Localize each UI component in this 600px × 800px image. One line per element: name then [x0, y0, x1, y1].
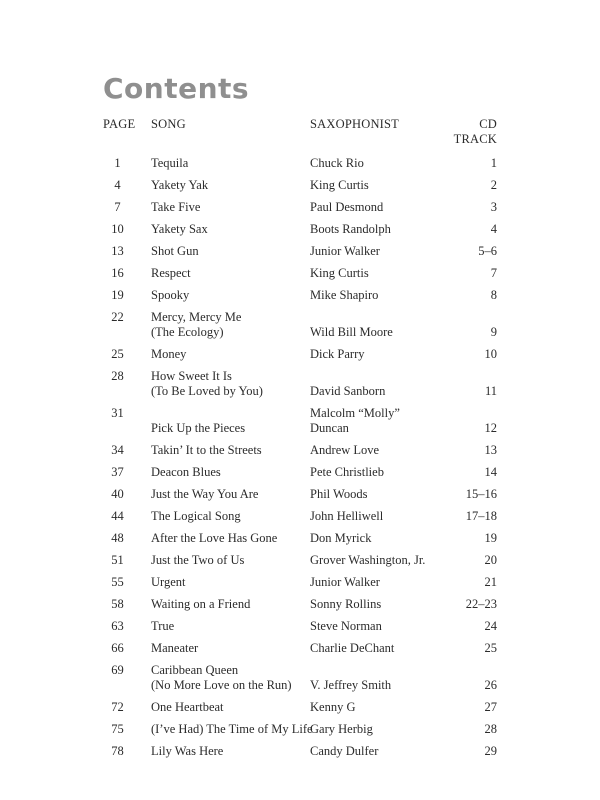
song-title: Money: [151, 347, 187, 361]
saxophonist-name: Pete Christlieb: [310, 465, 384, 479]
table-row: [103, 443, 497, 458]
saxophonist-name: Junior Walker: [310, 575, 380, 589]
table-row: [103, 641, 497, 656]
column-header-song: SONG: [151, 117, 186, 131]
cd-track: 2: [490, 178, 497, 192]
table-row: [103, 597, 497, 612]
page-number: 25: [111, 347, 124, 361]
cd-track: 25: [484, 641, 497, 655]
saxophonist-name: Sonny Rollins: [310, 597, 382, 611]
saxophonist-name: Kenny G: [310, 700, 356, 714]
song-title: Urgent: [151, 575, 186, 589]
table-row: [103, 744, 497, 759]
saxophonist-name: Chuck Rio: [310, 156, 364, 170]
song-title: Deacon Blues: [151, 465, 221, 479]
cd-track: 3: [490, 200, 497, 214]
song-title: Just the Two of Us: [151, 553, 245, 567]
song-title: Maneater: [151, 641, 199, 655]
cd-track: 24: [484, 619, 497, 633]
cd-track: 20: [484, 553, 497, 567]
cd-track: 7: [490, 266, 497, 280]
cd-track: 19: [484, 531, 497, 545]
page-number: 4: [114, 178, 121, 192]
page-number: 40: [111, 487, 124, 501]
song-title: Tequila: [151, 156, 189, 170]
column-header-cd-track: CD TRACK: [453, 117, 497, 146]
table-row: [103, 406, 497, 436]
column-header-saxophonist: SAXOPHONIST: [310, 117, 400, 131]
cd-track: 9: [490, 325, 497, 339]
table-row: [103, 266, 497, 281]
table-row: [103, 465, 497, 480]
song-title: Take Five: [151, 200, 201, 214]
saxophonist-name: Gary Herbig: [310, 722, 373, 736]
song-title: One Heartbeat: [151, 700, 224, 714]
saxophonist-name: Phil Woods: [310, 487, 368, 501]
table-row: [103, 288, 497, 303]
cd-track: 27: [484, 700, 497, 714]
table-row: [103, 553, 497, 568]
table-row: [103, 722, 497, 737]
cd-track: 17–18: [465, 509, 497, 523]
saxophonist-name: King Curtis: [310, 178, 369, 192]
song-title: Waiting on a Friend: [151, 597, 251, 611]
table-row: [103, 663, 497, 693]
saxophonist-name: John Helliwell: [310, 509, 384, 523]
page-number: 19: [111, 288, 124, 302]
page-number: 1: [114, 156, 121, 170]
saxophonist-name: Mike Shapiro: [310, 288, 379, 302]
song-title: Takin’ It to the Streets: [151, 443, 262, 457]
table-row: [103, 700, 497, 715]
song-title: True: [151, 619, 175, 633]
page-number: 63: [111, 619, 124, 633]
page-number: 37: [111, 465, 124, 479]
page-number: 22: [111, 310, 124, 324]
cd-track: 29: [484, 744, 497, 758]
song-title: Pick Up the Pieces: [151, 421, 246, 435]
song-title: Caribbean Queen (No More Love on the Run): [151, 663, 292, 692]
page-number: 44: [111, 509, 124, 523]
page-number: 78: [111, 744, 124, 758]
page-number: 69: [111, 663, 124, 677]
page-title: Contents: [103, 72, 250, 105]
page-number: 28: [111, 369, 124, 383]
page-number: 72: [111, 700, 124, 714]
song-title: Yakety Yak: [151, 178, 209, 192]
cd-track: 22–23: [465, 597, 497, 611]
table-row: [103, 575, 497, 590]
page-number: 48: [111, 531, 124, 545]
table-row: [103, 531, 497, 546]
page-number: 7: [114, 200, 121, 214]
cd-track: 15–16: [465, 487, 497, 501]
page-number: 58: [111, 597, 124, 611]
table-row: [103, 156, 497, 171]
table-row: [103, 347, 497, 362]
saxophonist-name: Steve Norman: [310, 619, 382, 633]
saxophonist-name: Wild Bill Moore: [310, 325, 393, 339]
page-number: 51: [111, 553, 124, 567]
saxophonist-name: Andrew Love: [310, 443, 380, 457]
saxophonist-name: Malcolm “Molly” Duncan: [310, 406, 400, 435]
table-row: [103, 509, 497, 524]
song-title: Lily Was Here: [151, 744, 224, 758]
saxophonist-name: V. Jeffrey Smith: [310, 678, 392, 692]
cd-track: 4: [490, 222, 497, 236]
table-row: [103, 222, 497, 237]
cd-track: 11: [484, 384, 497, 398]
cd-track: 13: [484, 443, 497, 457]
column-header-page: PAGE: [103, 117, 136, 131]
page-number: 10: [111, 222, 124, 236]
table-row: [103, 200, 497, 215]
saxophonist-name: David Sanborn: [310, 384, 386, 398]
cd-track: 12: [484, 421, 497, 435]
page-number: 34: [111, 443, 124, 457]
page-number: 13: [111, 244, 124, 258]
saxophonist-name: Boots Randolph: [310, 222, 391, 236]
song-title: Yakety Sax: [151, 222, 208, 236]
page-number: 55: [111, 575, 124, 589]
song-title: Respect: [151, 266, 191, 280]
saxophonist-name: King Curtis: [310, 266, 369, 280]
contents-rows: [103, 156, 497, 759]
cd-track: 21: [484, 575, 497, 589]
cd-track: 28: [484, 722, 497, 736]
song-title: (I’ve Had) The Time of My Life: [151, 722, 313, 736]
song-title: Mercy, Mercy Me (The Ecology): [151, 310, 242, 339]
table-row: [103, 178, 497, 193]
saxophonist-name: Don Myrick: [310, 531, 372, 545]
page-number: 31: [111, 406, 124, 420]
saxophonist-name: Grover Washington, Jr.: [310, 553, 426, 567]
song-title: Shot Gun: [151, 244, 199, 258]
saxophonist-name: Paul Desmond: [310, 200, 384, 214]
table-row: [103, 619, 497, 634]
song-title: After the Love Has Gone: [151, 531, 278, 545]
table-row: [103, 244, 497, 259]
cd-track: 26: [484, 678, 497, 692]
saxophonist-name: Dick Parry: [310, 347, 365, 361]
page-number: 16: [111, 266, 124, 280]
song-title: How Sweet It Is (To Be Loved by You): [151, 369, 263, 398]
contents-table: [103, 117, 497, 766]
page-number: 66: [111, 641, 124, 655]
saxophonist-name: Junior Walker: [310, 244, 380, 258]
table-row: [103, 369, 497, 399]
table-header-row: [103, 117, 497, 147]
song-title: The Logical Song: [151, 509, 241, 523]
cd-track: 8: [490, 288, 497, 302]
cd-track: 1: [490, 156, 497, 170]
song-title: Just the Way You Are: [151, 487, 259, 501]
page-number: 75: [111, 722, 124, 736]
saxophonist-name: Candy Dulfer: [310, 744, 379, 758]
cd-track: 10: [484, 347, 497, 361]
cd-track: 14: [484, 465, 497, 479]
table-row: [103, 487, 497, 502]
saxophonist-name: Charlie DeChant: [310, 641, 395, 655]
song-title: Spooky: [151, 288, 190, 302]
table-row: [103, 310, 497, 340]
cd-track: 5–6: [478, 244, 497, 258]
